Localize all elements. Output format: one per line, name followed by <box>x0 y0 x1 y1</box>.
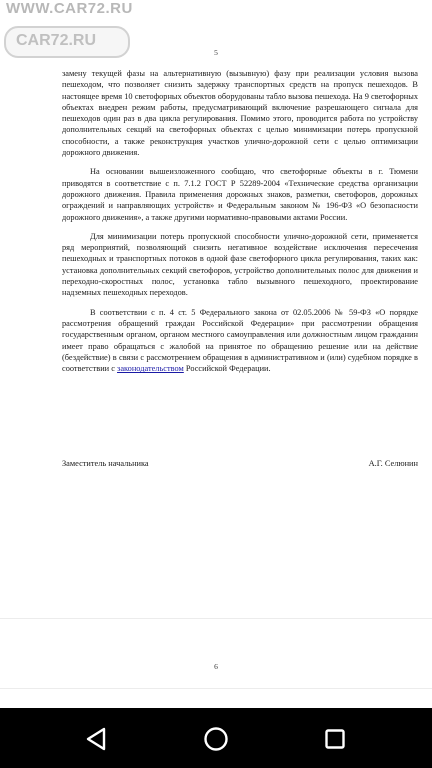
watermark-badge-text: CAR72.RU <box>16 32 97 49</box>
page-number-top: 5 <box>214 48 218 57</box>
page-break-line <box>0 688 432 689</box>
signature-position: Заместитель начальника <box>62 459 149 468</box>
back-triangle-icon <box>85 727 107 751</box>
recents-button[interactable] <box>318 722 352 756</box>
watermark-url-text: WWW.CAR72.RU <box>6 0 133 17</box>
paragraph-4 <box>62 307 418 375</box>
paragraph-3: Для минимизации потерь пропускной способности улично-дорожной сети, применяется ряд мероприятий, позволяющий снизить негативное воздействие исключения пересечения пешеходных и транспортных потоков в одной фазе светофорного цикла регулирования, таких как: установка дополнительных секций светофоров, устройство дополнительных полос для движения и переходно-скоростных полос, установка табло вызывного пешеходного, проектирование надземных пешеходных переходов. <box>62 231 418 298</box>
paragraph-1: замену текущей фазы на альтернативную (вызывную) фазу при реализации условия вызова пешеходом, что позволяет снизить задержку транспортных средств на пропуск пешеходов. В настоящее время 10 светофорных объектов оборудованы табло вызова пешехода. На 9 светофорных объектах внедрен режим работы, предусматривающий включение разрешающего сигнала для пешеходов один раз в два цикла регулирования. Помимо этого, проводится работа по устройству дополнительных секций на светофорных объектах с целью минимизации потерь пропускной способности, а также реконструкция участков улично-дорожной сети с целью оптимизации дорожного движения. <box>62 69 418 158</box>
home-circle-icon <box>203 726 229 752</box>
paragraph-2: На основании вышеизложенного сообщаю, что светофорные объекты в г. Тюмени приводятся в соответствие с п. 7.1.2 ГОСТ Р 52289-2004 «Технические средства организации дорожного движения. Правила применения дорожных знаков, разметки, светофоров, дорожных ограждений и направляющих устройств» и Федеральным законом № 196-ФЗ «О безопасности дорожного движения», а также другими нормативно-правовыми актами России. <box>62 167 418 222</box>
document-body <box>62 68 418 374</box>
home-button[interactable] <box>199 722 233 756</box>
signature-name: А.Г. Селюнин <box>368 459 418 468</box>
paragraph-4-tail: Российской Федерации. <box>183 364 271 374</box>
page-number-bottom: 6 <box>214 662 218 671</box>
system-navigation-bar <box>0 708 432 768</box>
paragraph-4-text: В соответствии с п. 4 ст. 5 Федерального закона от 02.05.2006 № 59-ФЗ «О порядке рассмотрения обращений граждан Российской Федерации» при рассмотрении обращения государственным органом, органом местного самоуправления или должностным лицом гражданин имеет право обращаться с жалобой на принятое по обращению решение или на действие (бездействие) в связи с рассмотрением обращения в административном и (или) судебном порядке в соответствии с <box>62 307 418 374</box>
page-break-line <box>0 618 432 619</box>
back-button[interactable] <box>79 722 113 756</box>
recents-square-icon <box>324 728 346 750</box>
legislation-link[interactable]: законодательством <box>117 364 184 374</box>
